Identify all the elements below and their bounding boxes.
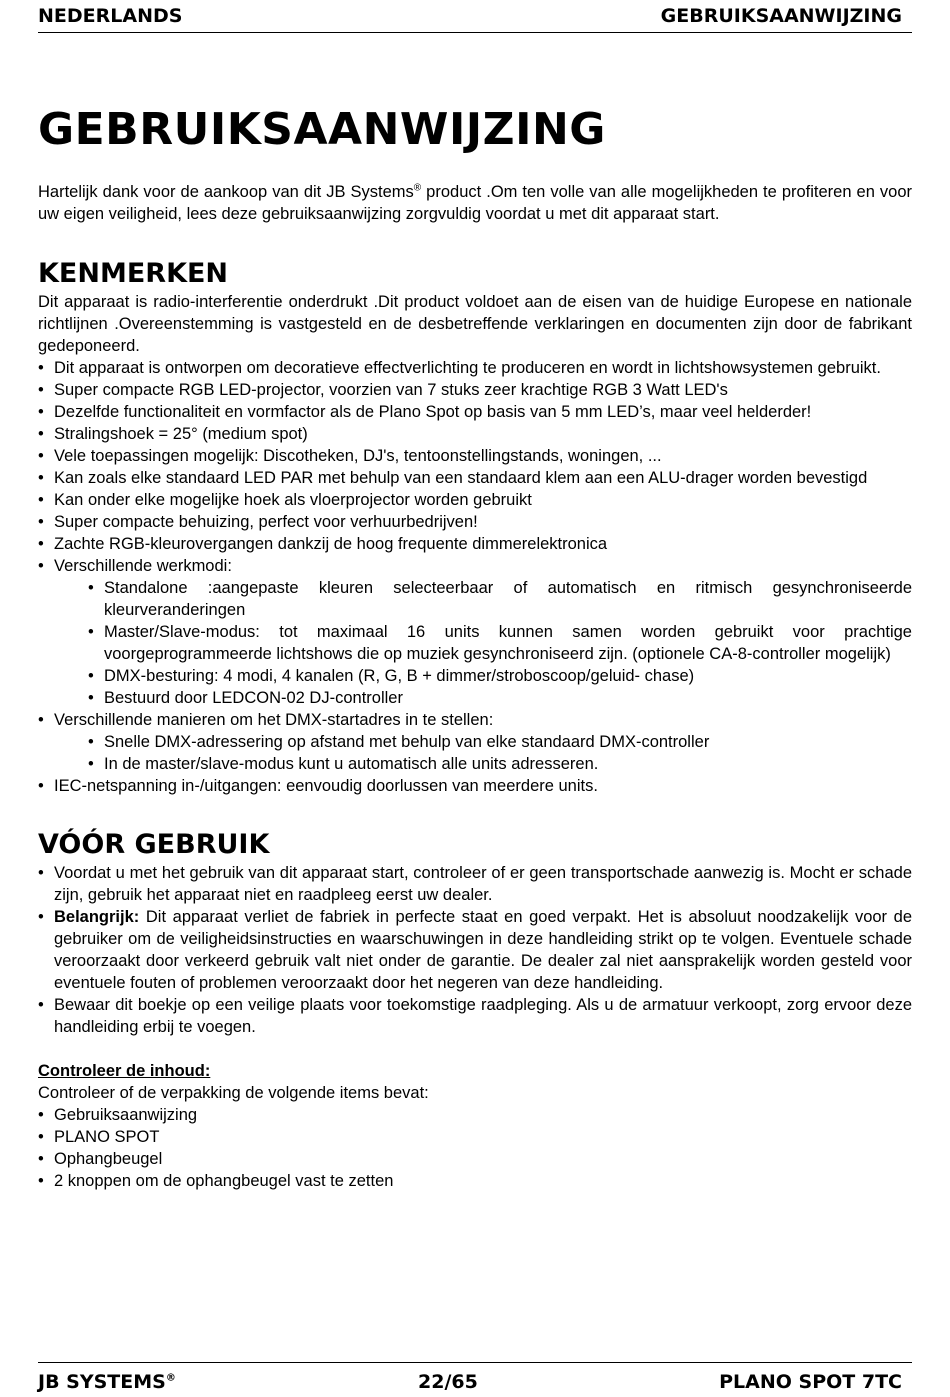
header-language: NEDERLANDS <box>38 5 183 27</box>
list-item: • DMX-besturing: 4 modi, 4 kanalen (R, G, B + dimmer/stroboscoop/geluid- chase) <box>88 665 912 687</box>
intro-paragraph: Hartelijk dank voor de aankoop van dit JB Systems® product .Om ten volle van alle mogelijkheden te profiteren en voor uw eigen veiligheid, lees deze gebruiksaanwijzing zorgvuldig voordat u met dit apparaat start. <box>38 182 912 223</box>
registered-mark: ® <box>165 1372 176 1384</box>
list-item: • Bestuurd door LEDCON-02 DJ-controller <box>88 687 912 709</box>
list-item: • Snelle DMX-adressering op afstand met behulp van elke standaard DMX-controller <box>88 731 912 753</box>
section-heading-voor-gebruik: VÓÓR GEBRUIK <box>38 829 270 860</box>
voor-gebruik-list <box>38 862 912 1038</box>
list-item: • Verschillende manieren om het DMX-startadres in te stellen: <box>38 709 912 731</box>
list-item: • Verschillende werkmodi: <box>38 555 912 577</box>
list-item: • Dezelfde functionaliteit en vormfactor als de Plano Spot op basis van 5 mm LED’s, maar veel helderder! <box>38 401 912 423</box>
dmx-list <box>38 709 912 731</box>
page-footer <box>38 1362 912 1397</box>
footer-brand: JB SYSTEMS® <box>38 1371 176 1393</box>
footer-product: PLANO SPOT 7TC <box>719 1371 902 1393</box>
page-number: 22/65 <box>418 1371 478 1393</box>
list-item: • 2 knoppen om de ophangbeugel vast te zetten <box>38 1170 912 1192</box>
list-item: • Stralingshoek = 25° (medium spot) <box>38 423 912 445</box>
list-item: • Kan onder elke mogelijke hoek als vloerprojector worden gebruikt <box>38 489 912 511</box>
list-item: • Zachte RGB-kleurovergangen dankzij de hoog frequente dimmerelektronica <box>38 533 912 555</box>
list-item: • Master/Slave-modus: tot maximaal 16 units kunnen samen worden gebruikt voor prachtige voorgeprogrammeerde lichtshows die op muziek gesynchroniseerd zijn. (optionele CA-8-controller mogelijk) <box>88 621 912 665</box>
list-item: • IEC-netspanning in-/uitgangen: eenvoudig doorlussen van meerdere units. <box>38 775 912 797</box>
registered-mark: ® <box>413 182 422 194</box>
important-label: Belangrijk: <box>54 908 140 926</box>
features-list <box>38 357 912 577</box>
list-item: • Belangrijk: Dit apparaat verliet de fabriek in perfecte staat en goed verpakt. Het is absoluut noodzakelijk voor de gebruiker om de veiligheidsinstructies en waarschuwingen in deze handleiding strikt op te volgen. Eventuele schade veroorzaakt door verkeerd gebruik valt niet onder de garantie. De dealer zal niet aansprakelijk worden gesteld voor eventuele fouten of problemen veroorzaakt door het negeren van deze handleiding. <box>38 906 912 994</box>
list-item: • PLANO SPOT <box>38 1126 912 1148</box>
section-heading-kenmerken: KENMERKEN <box>38 258 229 289</box>
list-item: • Super compacte RGB LED-projector, voorzien van 7 stuks zeer krachtige RGB 3 Watt LED's <box>38 379 912 401</box>
header-section: GEBRUIKSAANWIJZING <box>660 5 902 27</box>
contents-paragraph: Controleer of de verpakking de volgende items bevat: <box>38 1084 429 1102</box>
list-item: • Ophangbeugel <box>38 1148 912 1170</box>
list-item: • Standalone :aangepaste kleuren selecteerbaar of automatisch en ritmisch gesynchroniseerde kleurveranderingen <box>88 577 912 621</box>
page-title: GEBRUIKSAANWIJZING <box>38 104 606 155</box>
list-item: • Super compacte behuizing, perfect voor verhuurbedrijven! <box>38 511 912 533</box>
list-item: • Gebruiksaanwijzing <box>38 1104 912 1126</box>
iec-list <box>38 775 912 797</box>
list-item: • In de master/slave-modus kunt u automatisch alle units adresseren. <box>88 753 912 775</box>
list-item: • Voordat u met het gebruik van dit apparaat start, controleer of er geen transportschade aanwezig is. Mocht er schade zijn, gebruik het apparaat niet en raadpleeg eerst uw dealer. <box>38 862 912 906</box>
document-body <box>38 181 912 1192</box>
list-item: • Vele toepassingen mogelijk: Discotheken, DJ's, tentoonstellingstands, woningen, ... <box>38 445 912 467</box>
list-item: • Dit apparaat is ontworpen om decoratieve effectverlichting te produceren en wordt in lichtshowsystemen gebruikt. <box>38 357 912 379</box>
contents-list <box>38 1104 912 1192</box>
list-item: • Bewaar dit boekje op een veilige plaats voor toekomstige raadpleging. Als u de armatuur verkoopt, zorg ervoor deze handleiding erbij te voegen. <box>38 994 912 1038</box>
page-header <box>38 3 912 33</box>
dmx-sub-list <box>88 731 912 775</box>
contents-heading: Controleer de inhoud: <box>38 1062 211 1080</box>
kenmerken-paragraph: Dit apparaat is radio-interferentie onderdrukt .Dit product voldoet aan de eisen van de huidige Europese en nationale richtlijnen .Overeenstemming is vastgesteld en de desbetreffende verklaringen en documenten zijn door de fabrikant gedeponeerd. <box>38 293 912 355</box>
modes-list <box>88 577 912 709</box>
list-item: • Kan zoals elke standaard LED PAR met behulp van een standaard klem aan een ALU-drager worden bevestigd <box>38 467 912 489</box>
